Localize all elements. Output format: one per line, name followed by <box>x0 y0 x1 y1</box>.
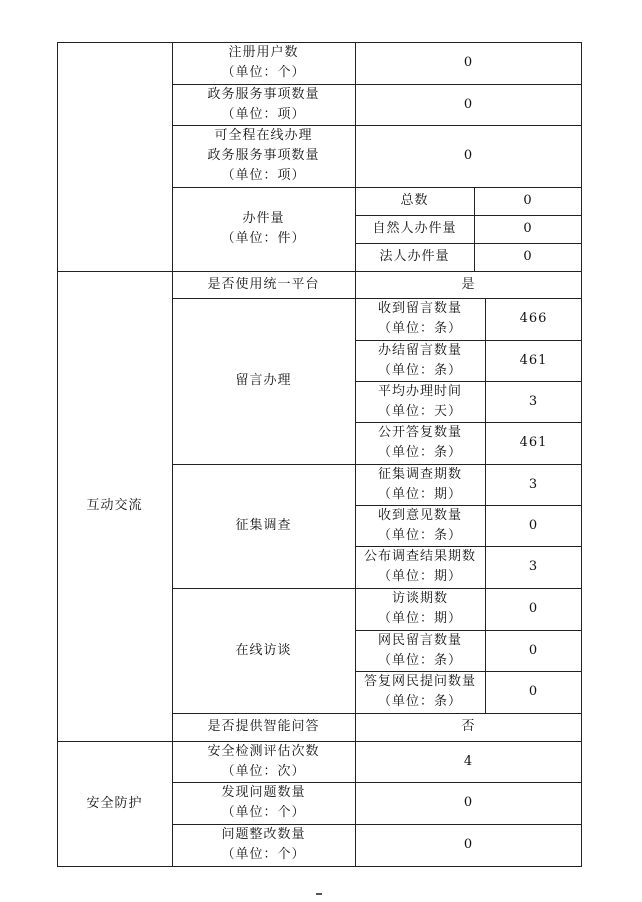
case-total-label: 总数 <box>400 193 429 208</box>
smart-qa-value: 否 <box>461 719 476 734</box>
interview-messages-value: 0 <box>528 642 539 658</box>
survey-label: 征集调查 <box>235 518 292 533</box>
interview-label: 在线访谈 <box>235 642 292 658</box>
unified-platform-label: 是否使用统一平台 <box>207 276 320 292</box>
interview-messages-label: 网民留言数量 （单位：条） <box>377 632 462 668</box>
security-section-label: 安全防护 <box>86 795 143 811</box>
public-replies-value: 461 <box>519 435 548 450</box>
security-evaluations-label: 安全检测评估次数 （单位：次） <box>207 743 320 779</box>
online-full-items-label: 可全程在线办理 政务服务事项数量 （单位：项） <box>207 128 320 183</box>
issues-fixed-label: 问题整改数量 （单位：个） <box>221 827 306 862</box>
interview-periods-value: 0 <box>528 601 539 616</box>
case-legal-label: 法人办件量 <box>379 249 450 264</box>
survey-results-label: 公布调查结果期数 （单位：期） <box>363 549 476 584</box>
messages-completed-label: 办结留言数量 （单位：条） <box>377 342 462 378</box>
messages-completed-value: 461 <box>519 352 548 368</box>
survey-periods-value: 3 <box>528 476 539 492</box>
security-evaluations-value: 4 <box>463 753 474 769</box>
issues-found-value: 0 <box>463 795 474 810</box>
online-full-items-value: 0 <box>463 148 474 163</box>
survey-periods-label: 征集调查期数 （单位：期） <box>377 466 462 502</box>
messages-received-label: 收到留言数量 （单位：条） <box>377 301 462 336</box>
case-natural-label: 自然人办件量 <box>372 221 457 236</box>
gov-service-items-value: 0 <box>463 96 474 112</box>
smart-qa-label: 是否提供智能问答 <box>207 719 320 734</box>
interview-answers-label: 答复网民提问数量 （单位：条） <box>363 674 476 709</box>
case-total-value: 0 <box>523 193 533 208</box>
case-legal-value: 0 <box>523 249 533 264</box>
survey-opinions-value: 0 <box>528 517 539 533</box>
public-replies-label: 公开答复数量 （单位：条） <box>377 425 462 460</box>
registered-users-label: 注册用户数 （单位：个） <box>221 45 306 80</box>
messages-received-value: 466 <box>519 311 548 326</box>
issues-found-label: 发现问题数量 （单位：个） <box>221 785 306 820</box>
survey-opinions-label: 收到意见数量 （单位：条） <box>377 507 462 543</box>
issues-fixed-value: 0 <box>463 837 474 852</box>
registered-users-value: 0 <box>463 55 474 70</box>
interview-answers-value: 0 <box>528 684 539 699</box>
interview-periods-label: 访谈期数 （单位：期） <box>377 591 462 626</box>
page-footer-mark <box>316 893 322 895</box>
unified-platform-value: 是 <box>461 276 476 292</box>
case-volume-label: 办件量 （单位：件） <box>221 211 306 246</box>
interaction-section-label: 互动交流 <box>86 498 143 513</box>
case-natural-value: 0 <box>523 221 533 236</box>
avg-time-label: 平均办理时间 （单位：天） <box>377 383 462 419</box>
message-handling-label: 留言办理 <box>235 373 292 388</box>
avg-time-value: 3 <box>528 393 539 409</box>
survey-results-value: 3 <box>528 559 539 574</box>
gov-service-items-label: 政务服务事项数量 （单位：项） <box>207 86 320 122</box>
